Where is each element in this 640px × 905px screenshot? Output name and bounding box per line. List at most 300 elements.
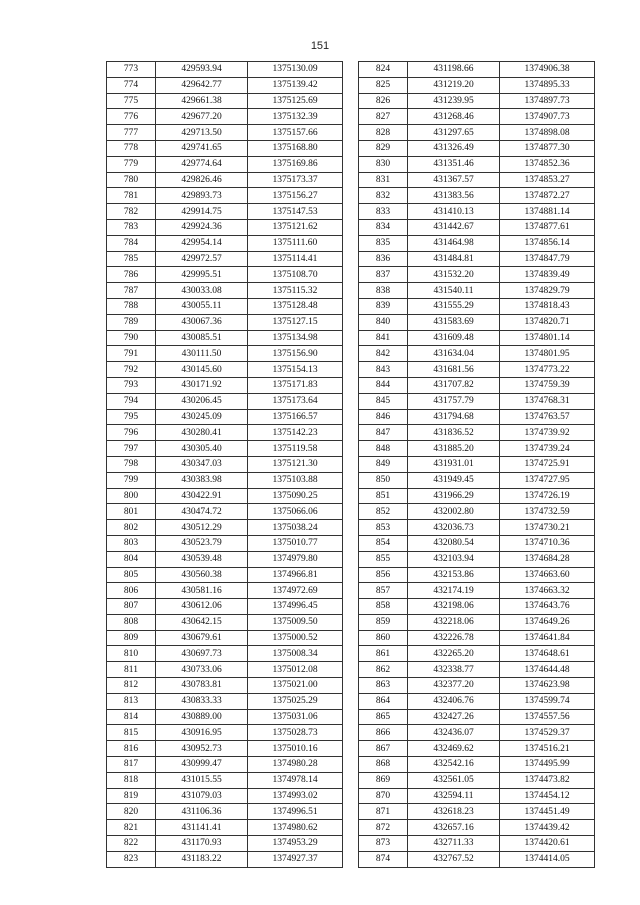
table-row bbox=[359, 630, 595, 646]
y-coordinate-cell: 1374623.98 bbox=[500, 678, 595, 694]
x-coordinate-cell: 431794.68 bbox=[408, 409, 500, 425]
y-coordinate-cell: 1374420.61 bbox=[500, 836, 595, 852]
y-coordinate-cell: 1374641.84 bbox=[500, 630, 595, 646]
y-coordinate-cell: 1375103.88 bbox=[248, 472, 343, 488]
table-row bbox=[107, 630, 343, 646]
point-number-cell: 857 bbox=[359, 583, 408, 599]
point-number-cell: 785 bbox=[107, 251, 156, 267]
y-coordinate-cell: 1374927.37 bbox=[248, 851, 343, 867]
y-coordinate-cell: 1374516.21 bbox=[500, 741, 595, 757]
table-row bbox=[359, 646, 595, 662]
y-coordinate-cell: 1374820.71 bbox=[500, 314, 595, 330]
point-number-cell: 837 bbox=[359, 267, 408, 283]
point-number-cell: 806 bbox=[107, 583, 156, 599]
table-row bbox=[359, 567, 595, 583]
x-coordinate-cell: 430347.03 bbox=[156, 456, 248, 472]
y-coordinate-cell: 1374726.19 bbox=[500, 488, 595, 504]
x-coordinate-cell: 430733.06 bbox=[156, 662, 248, 678]
table-row bbox=[107, 204, 343, 220]
table-row bbox=[359, 125, 595, 141]
x-coordinate-cell: 429774.64 bbox=[156, 156, 248, 172]
point-number-cell: 779 bbox=[107, 156, 156, 172]
table-row bbox=[359, 172, 595, 188]
x-coordinate-cell: 431464.98 bbox=[408, 235, 500, 251]
point-number-cell: 814 bbox=[107, 709, 156, 725]
x-coordinate-cell: 430085.51 bbox=[156, 330, 248, 346]
table-row bbox=[359, 409, 595, 425]
point-number-cell: 823 bbox=[107, 851, 156, 867]
page-number: 151 bbox=[310, 40, 330, 52]
x-coordinate-cell: 431106.36 bbox=[156, 804, 248, 820]
table-row bbox=[359, 156, 595, 172]
y-coordinate-cell: 1374495.99 bbox=[500, 757, 595, 773]
table-row bbox=[107, 93, 343, 109]
y-coordinate-cell: 1374663.60 bbox=[500, 567, 595, 583]
y-coordinate-cell: 1374644.48 bbox=[500, 662, 595, 678]
x-coordinate-cell: 430679.61 bbox=[156, 630, 248, 646]
point-number-cell: 822 bbox=[107, 836, 156, 852]
point-number-cell: 826 bbox=[359, 93, 408, 109]
point-number-cell: 835 bbox=[359, 235, 408, 251]
table-row bbox=[107, 393, 343, 409]
table-row bbox=[107, 251, 343, 267]
point-number-cell: 817 bbox=[107, 757, 156, 773]
point-number-cell: 778 bbox=[107, 140, 156, 156]
x-coordinate-cell: 431634.04 bbox=[408, 346, 500, 362]
y-coordinate-cell: 1375157.66 bbox=[248, 125, 343, 141]
y-coordinate-cell: 1374801.14 bbox=[500, 330, 595, 346]
table-row bbox=[107, 662, 343, 678]
y-coordinate-cell: 1375108.70 bbox=[248, 267, 343, 283]
y-coordinate-cell: 1375010.16 bbox=[248, 741, 343, 757]
x-coordinate-cell: 431326.49 bbox=[408, 140, 500, 156]
x-coordinate-cell: 430833.33 bbox=[156, 693, 248, 709]
point-number-cell: 850 bbox=[359, 472, 408, 488]
point-number-cell: 873 bbox=[359, 836, 408, 852]
table-row bbox=[359, 251, 595, 267]
y-coordinate-cell: 1375154.13 bbox=[248, 362, 343, 378]
point-number-cell: 859 bbox=[359, 614, 408, 630]
table-row bbox=[107, 172, 343, 188]
y-coordinate-cell: 1375000.52 bbox=[248, 630, 343, 646]
point-number-cell: 842 bbox=[359, 346, 408, 362]
table-row bbox=[359, 583, 595, 599]
x-coordinate-cell: 432080.54 bbox=[408, 535, 500, 551]
table-row bbox=[359, 330, 595, 346]
point-number-cell: 867 bbox=[359, 741, 408, 757]
x-coordinate-cell: 429914.75 bbox=[156, 204, 248, 220]
x-coordinate-cell: 431367.57 bbox=[408, 172, 500, 188]
y-coordinate-cell: 1374768.31 bbox=[500, 393, 595, 409]
point-number-cell: 811 bbox=[107, 662, 156, 678]
table-row bbox=[359, 693, 595, 709]
point-number-cell: 794 bbox=[107, 393, 156, 409]
point-number-cell: 832 bbox=[359, 188, 408, 204]
point-number-cell: 824 bbox=[359, 62, 408, 78]
x-coordinate-cell: 429995.51 bbox=[156, 267, 248, 283]
table-row bbox=[107, 314, 343, 330]
x-coordinate-cell: 429826.46 bbox=[156, 172, 248, 188]
table-row bbox=[107, 551, 343, 567]
point-number-cell: 792 bbox=[107, 362, 156, 378]
point-number-cell: 816 bbox=[107, 741, 156, 757]
point-number-cell: 793 bbox=[107, 377, 156, 393]
y-coordinate-cell: 1374599.74 bbox=[500, 693, 595, 709]
table-row bbox=[359, 772, 595, 788]
point-number-cell: 809 bbox=[107, 630, 156, 646]
x-coordinate-cell: 432767.52 bbox=[408, 851, 500, 867]
y-coordinate-cell: 1374847.79 bbox=[500, 251, 595, 267]
x-coordinate-cell: 431609.48 bbox=[408, 330, 500, 346]
x-coordinate-cell: 430889.00 bbox=[156, 709, 248, 725]
y-coordinate-cell: 1375121.30 bbox=[248, 456, 343, 472]
x-coordinate-cell: 430952.73 bbox=[156, 741, 248, 757]
x-coordinate-cell: 430697.73 bbox=[156, 646, 248, 662]
y-coordinate-cell: 1374414.05 bbox=[500, 851, 595, 867]
point-number-cell: 841 bbox=[359, 330, 408, 346]
x-coordinate-cell: 430999.47 bbox=[156, 757, 248, 773]
x-coordinate-cell: 431410.13 bbox=[408, 204, 500, 220]
table-row bbox=[107, 646, 343, 662]
y-coordinate-cell: 1374730.21 bbox=[500, 520, 595, 536]
x-coordinate-cell: 431540.11 bbox=[408, 283, 500, 299]
y-coordinate-cell: 1374996.45 bbox=[248, 599, 343, 615]
table-row bbox=[359, 362, 595, 378]
x-coordinate-cell: 432561.05 bbox=[408, 772, 500, 788]
x-coordinate-cell: 432338.77 bbox=[408, 662, 500, 678]
point-number-cell: 856 bbox=[359, 567, 408, 583]
table-row bbox=[107, 283, 343, 299]
point-number-cell: 784 bbox=[107, 235, 156, 251]
table-row bbox=[107, 109, 343, 125]
x-coordinate-cell: 430560.38 bbox=[156, 567, 248, 583]
point-number-cell: 799 bbox=[107, 472, 156, 488]
point-number-cell: 854 bbox=[359, 535, 408, 551]
point-number-cell: 843 bbox=[359, 362, 408, 378]
y-coordinate-cell: 1375125.69 bbox=[248, 93, 343, 109]
x-coordinate-cell: 431931.01 bbox=[408, 456, 500, 472]
point-number-cell: 775 bbox=[107, 93, 156, 109]
y-coordinate-cell: 1375139.42 bbox=[248, 77, 343, 93]
point-number-cell: 846 bbox=[359, 409, 408, 425]
table-row bbox=[107, 235, 343, 251]
table-row bbox=[359, 62, 595, 78]
x-coordinate-cell: 430033.08 bbox=[156, 283, 248, 299]
table-row bbox=[359, 77, 595, 93]
table-row bbox=[359, 109, 595, 125]
point-number-cell: 855 bbox=[359, 551, 408, 567]
y-coordinate-cell: 1374877.61 bbox=[500, 219, 595, 235]
y-coordinate-cell: 1375173.64 bbox=[248, 393, 343, 409]
table-row bbox=[107, 851, 343, 867]
point-number-cell: 777 bbox=[107, 125, 156, 141]
table-row bbox=[359, 298, 595, 314]
x-coordinate-cell: 431757.79 bbox=[408, 393, 500, 409]
y-coordinate-cell: 1375009.50 bbox=[248, 614, 343, 630]
point-number-cell: 791 bbox=[107, 346, 156, 362]
x-coordinate-cell: 432406.76 bbox=[408, 693, 500, 709]
table-row bbox=[107, 409, 343, 425]
x-coordinate-cell: 430280.41 bbox=[156, 425, 248, 441]
x-coordinate-cell: 431198.66 bbox=[408, 62, 500, 78]
table-row bbox=[107, 267, 343, 283]
y-coordinate-cell: 1374649.26 bbox=[500, 614, 595, 630]
point-number-cell: 870 bbox=[359, 788, 408, 804]
point-number-cell: 852 bbox=[359, 504, 408, 520]
table-row bbox=[107, 156, 343, 172]
y-coordinate-cell: 1375171.83 bbox=[248, 377, 343, 393]
y-coordinate-cell: 1375025.29 bbox=[248, 693, 343, 709]
y-coordinate-cell: 1374996.51 bbox=[248, 804, 343, 820]
table-row bbox=[359, 551, 595, 567]
point-number-cell: 804 bbox=[107, 551, 156, 567]
x-coordinate-cell: 432218.06 bbox=[408, 614, 500, 630]
point-number-cell: 773 bbox=[107, 62, 156, 78]
point-number-cell: 863 bbox=[359, 678, 408, 694]
point-number-cell: 853 bbox=[359, 520, 408, 536]
table-row bbox=[107, 520, 343, 536]
table-row bbox=[107, 757, 343, 773]
y-coordinate-cell: 1375169.86 bbox=[248, 156, 343, 172]
point-number-cell: 812 bbox=[107, 678, 156, 694]
y-coordinate-cell: 1374839.49 bbox=[500, 267, 595, 283]
point-number-cell: 782 bbox=[107, 204, 156, 220]
x-coordinate-cell: 430305.40 bbox=[156, 441, 248, 457]
table-row bbox=[359, 346, 595, 362]
x-coordinate-cell: 430539.48 bbox=[156, 551, 248, 567]
y-coordinate-cell: 1374473.82 bbox=[500, 772, 595, 788]
x-coordinate-cell: 430067.36 bbox=[156, 314, 248, 330]
table-row bbox=[107, 125, 343, 141]
y-coordinate-cell: 1375134.98 bbox=[248, 330, 343, 346]
point-number-cell: 813 bbox=[107, 693, 156, 709]
table-row bbox=[107, 472, 343, 488]
y-coordinate-cell: 1375173.37 bbox=[248, 172, 343, 188]
table-row bbox=[107, 188, 343, 204]
table-row bbox=[107, 504, 343, 520]
x-coordinate-cell: 431484.81 bbox=[408, 251, 500, 267]
table-row bbox=[359, 314, 595, 330]
point-number-cell: 815 bbox=[107, 725, 156, 741]
table-row bbox=[359, 836, 595, 852]
point-number-cell: 802 bbox=[107, 520, 156, 536]
x-coordinate-cell: 430206.45 bbox=[156, 393, 248, 409]
y-coordinate-cell: 1374829.79 bbox=[500, 283, 595, 299]
point-number-cell: 819 bbox=[107, 788, 156, 804]
x-coordinate-cell: 430512.29 bbox=[156, 520, 248, 536]
point-number-cell: 860 bbox=[359, 630, 408, 646]
point-number-cell: 839 bbox=[359, 298, 408, 314]
y-coordinate-cell: 1374684.28 bbox=[500, 551, 595, 567]
x-coordinate-cell: 432174.19 bbox=[408, 583, 500, 599]
y-coordinate-cell: 1374739.24 bbox=[500, 441, 595, 457]
x-coordinate-cell: 432265.20 bbox=[408, 646, 500, 662]
table-row bbox=[107, 488, 343, 504]
x-coordinate-cell: 430422.91 bbox=[156, 488, 248, 504]
x-coordinate-cell: 431681.56 bbox=[408, 362, 500, 378]
y-coordinate-cell: 1374529.37 bbox=[500, 725, 595, 741]
x-coordinate-cell: 430383.98 bbox=[156, 472, 248, 488]
point-number-cell: 828 bbox=[359, 125, 408, 141]
x-coordinate-cell: 431949.45 bbox=[408, 472, 500, 488]
x-coordinate-cell: 432036.73 bbox=[408, 520, 500, 536]
point-number-cell: 807 bbox=[107, 599, 156, 615]
table-row bbox=[359, 93, 595, 109]
y-coordinate-cell: 1374972.69 bbox=[248, 583, 343, 599]
y-coordinate-cell: 1375066.06 bbox=[248, 504, 343, 520]
table-row bbox=[107, 330, 343, 346]
y-coordinate-cell: 1374953.29 bbox=[248, 836, 343, 852]
x-coordinate-cell: 431297.65 bbox=[408, 125, 500, 141]
point-number-cell: 808 bbox=[107, 614, 156, 630]
x-coordinate-cell: 431268.46 bbox=[408, 109, 500, 125]
y-coordinate-cell: 1374725.91 bbox=[500, 456, 595, 472]
point-number-cell: 803 bbox=[107, 535, 156, 551]
point-number-cell: 805 bbox=[107, 567, 156, 583]
point-number-cell: 789 bbox=[107, 314, 156, 330]
table-row bbox=[359, 662, 595, 678]
table-row bbox=[107, 346, 343, 362]
table-row bbox=[107, 298, 343, 314]
y-coordinate-cell: 1375115.32 bbox=[248, 283, 343, 299]
table-row bbox=[359, 788, 595, 804]
y-coordinate-cell: 1375119.58 bbox=[248, 441, 343, 457]
y-coordinate-cell: 1375038.24 bbox=[248, 520, 343, 536]
x-coordinate-cell: 431836.52 bbox=[408, 425, 500, 441]
y-coordinate-cell: 1375156.27 bbox=[248, 188, 343, 204]
point-number-cell: 820 bbox=[107, 804, 156, 820]
y-coordinate-cell: 1374979.80 bbox=[248, 551, 343, 567]
y-coordinate-cell: 1374895.33 bbox=[500, 77, 595, 93]
y-coordinate-cell: 1374978.14 bbox=[248, 772, 343, 788]
table-row bbox=[359, 456, 595, 472]
point-number-cell: 776 bbox=[107, 109, 156, 125]
point-number-cell: 851 bbox=[359, 488, 408, 504]
x-coordinate-cell: 432002.80 bbox=[408, 504, 500, 520]
x-coordinate-cell: 432153.86 bbox=[408, 567, 500, 583]
y-coordinate-cell: 1375121.62 bbox=[248, 219, 343, 235]
point-number-cell: 801 bbox=[107, 504, 156, 520]
x-coordinate-cell: 430055.11 bbox=[156, 298, 248, 314]
y-coordinate-cell: 1375127.15 bbox=[248, 314, 343, 330]
y-coordinate-cell: 1374980.62 bbox=[248, 820, 343, 836]
y-coordinate-cell: 1374818.43 bbox=[500, 298, 595, 314]
y-coordinate-cell: 1374993.02 bbox=[248, 788, 343, 804]
table-row bbox=[107, 377, 343, 393]
table-row bbox=[359, 804, 595, 820]
y-coordinate-cell: 1375168.80 bbox=[248, 140, 343, 156]
y-coordinate-cell: 1375156.90 bbox=[248, 346, 343, 362]
y-coordinate-cell: 1374557.56 bbox=[500, 709, 595, 725]
point-number-cell: 868 bbox=[359, 757, 408, 773]
x-coordinate-cell: 429642.77 bbox=[156, 77, 248, 93]
table-row bbox=[107, 836, 343, 852]
point-number-cell: 869 bbox=[359, 772, 408, 788]
table-row bbox=[359, 504, 595, 520]
table-row bbox=[359, 535, 595, 551]
x-coordinate-cell: 432198.06 bbox=[408, 599, 500, 615]
x-coordinate-cell: 430642.15 bbox=[156, 614, 248, 630]
y-coordinate-cell: 1374980.28 bbox=[248, 757, 343, 773]
x-coordinate-cell: 429677.20 bbox=[156, 109, 248, 125]
y-coordinate-cell: 1375166.57 bbox=[248, 409, 343, 425]
x-coordinate-cell: 429741.65 bbox=[156, 140, 248, 156]
table-row bbox=[107, 456, 343, 472]
table-row bbox=[359, 425, 595, 441]
y-coordinate-cell: 1374898.08 bbox=[500, 125, 595, 141]
x-coordinate-cell: 429954.14 bbox=[156, 235, 248, 251]
point-number-cell: 840 bbox=[359, 314, 408, 330]
point-number-cell: 821 bbox=[107, 820, 156, 836]
table-row bbox=[107, 709, 343, 725]
y-coordinate-cell: 1374907.73 bbox=[500, 109, 595, 125]
x-coordinate-cell: 432618.23 bbox=[408, 804, 500, 820]
point-number-cell: 830 bbox=[359, 156, 408, 172]
table-row bbox=[359, 741, 595, 757]
y-coordinate-cell: 1374881.14 bbox=[500, 204, 595, 220]
table-row bbox=[107, 583, 343, 599]
x-coordinate-cell: 430474.72 bbox=[156, 504, 248, 520]
point-number-cell: 798 bbox=[107, 456, 156, 472]
point-number-cell: 774 bbox=[107, 77, 156, 93]
y-coordinate-cell: 1374439.42 bbox=[500, 820, 595, 836]
y-coordinate-cell: 1374966.81 bbox=[248, 567, 343, 583]
table-row bbox=[107, 441, 343, 457]
table-row bbox=[359, 599, 595, 615]
table-row bbox=[359, 377, 595, 393]
x-coordinate-cell: 431183.22 bbox=[156, 851, 248, 867]
x-coordinate-cell: 431383.56 bbox=[408, 188, 500, 204]
point-number-cell: 797 bbox=[107, 441, 156, 457]
y-coordinate-cell: 1375008.34 bbox=[248, 646, 343, 662]
x-coordinate-cell: 431015.55 bbox=[156, 772, 248, 788]
y-coordinate-cell: 1374727.95 bbox=[500, 472, 595, 488]
y-coordinate-cell: 1375012.08 bbox=[248, 662, 343, 678]
y-coordinate-cell: 1375028.73 bbox=[248, 725, 343, 741]
x-coordinate-cell: 431966.29 bbox=[408, 488, 500, 504]
point-number-cell: 865 bbox=[359, 709, 408, 725]
table-row bbox=[359, 235, 595, 251]
x-coordinate-cell: 430523.79 bbox=[156, 535, 248, 551]
x-coordinate-cell: 430245.09 bbox=[156, 409, 248, 425]
y-coordinate-cell: 1374853.27 bbox=[500, 172, 595, 188]
point-number-cell: 833 bbox=[359, 204, 408, 220]
table-row bbox=[107, 535, 343, 551]
point-number-cell: 845 bbox=[359, 393, 408, 409]
y-coordinate-cell: 1375114.41 bbox=[248, 251, 343, 267]
x-coordinate-cell: 432594.11 bbox=[408, 788, 500, 804]
table-row bbox=[107, 820, 343, 836]
x-coordinate-cell: 431170.93 bbox=[156, 836, 248, 852]
x-coordinate-cell: 432226.78 bbox=[408, 630, 500, 646]
point-number-cell: 810 bbox=[107, 646, 156, 662]
y-coordinate-cell: 1375128.48 bbox=[248, 298, 343, 314]
x-coordinate-cell: 430916.95 bbox=[156, 725, 248, 741]
point-number-cell: 836 bbox=[359, 251, 408, 267]
y-coordinate-cell: 1375090.25 bbox=[248, 488, 343, 504]
y-coordinate-cell: 1374663.32 bbox=[500, 583, 595, 599]
point-number-cell: 827 bbox=[359, 109, 408, 125]
table-row bbox=[107, 599, 343, 615]
x-coordinate-cell: 431239.95 bbox=[408, 93, 500, 109]
point-number-cell: 795 bbox=[107, 409, 156, 425]
y-coordinate-cell: 1374906.38 bbox=[500, 62, 595, 78]
point-number-cell: 825 bbox=[359, 77, 408, 93]
y-coordinate-cell: 1374877.30 bbox=[500, 140, 595, 156]
table-row bbox=[359, 219, 595, 235]
x-coordinate-cell: 431885.20 bbox=[408, 441, 500, 457]
table-row bbox=[107, 804, 343, 820]
